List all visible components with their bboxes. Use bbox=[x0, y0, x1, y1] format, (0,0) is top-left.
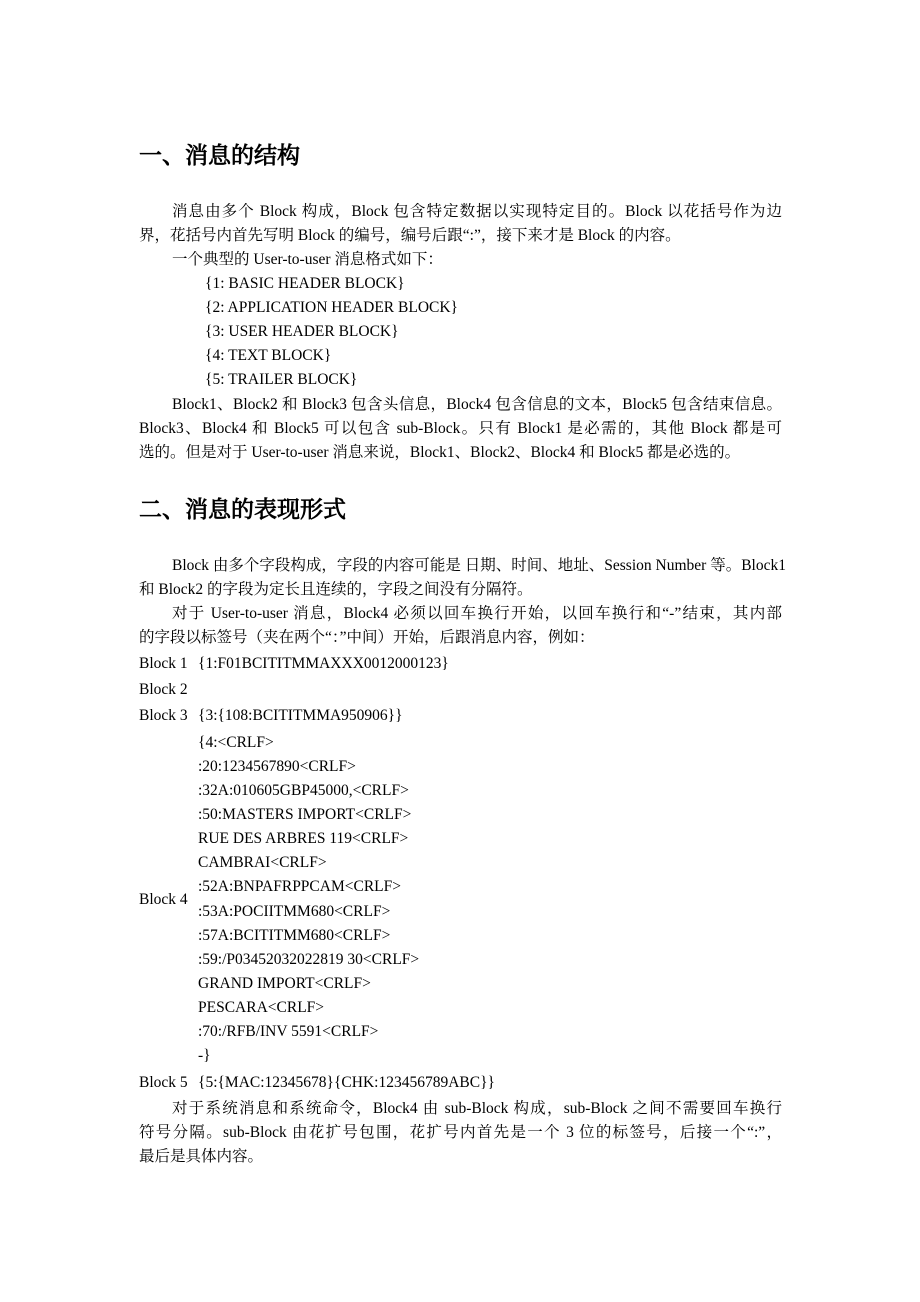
block3-value: {3:{108:BCITITMMA950906}} bbox=[198, 707, 403, 724]
section1-heading: 一、消息的结构 bbox=[139, 143, 300, 169]
block-list-item-5: {5: TRAILER BLOCK} bbox=[205, 371, 358, 388]
block4-line: -} bbox=[198, 1047, 211, 1064]
block2-label: Block 2 bbox=[139, 681, 188, 698]
section2-paragraph3-line2: 符号分隔。sub-Block 由花扩号包围，花扩号内首先是一个 3 位的标签号，后接一个“:”， bbox=[139, 1124, 782, 1141]
block1-value: {1:F01BCITITMMAXXX0012000123} bbox=[198, 655, 449, 672]
block3-label: Block 3 bbox=[139, 707, 188, 724]
block4-line: :50:MASTERS IMPORT<CRLF> bbox=[198, 806, 412, 823]
block4-line: RUE DES ARBRES 119<CRLF> bbox=[198, 830, 409, 847]
block1-label: Block 1 bbox=[139, 655, 188, 672]
section1-paragraph3-line3: 选的。但是对于 User-to-user 消息来说，Block1、Block2、Block4 和 Block5 都是必选的。 bbox=[139, 444, 741, 461]
block-list-item-3: {3: USER HEADER BLOCK} bbox=[205, 323, 399, 340]
section2-heading: 二、消息的表现形式 bbox=[139, 497, 346, 523]
section2-paragraph2-line1: 对于 User-to-user 消息，Block4 必须以回车换行开始，以回车换行和“-”结束，其内部 bbox=[172, 605, 782, 622]
block4-line: :70:/RFB/INV 5591<CRLF> bbox=[198, 1023, 379, 1040]
block5-label: Block 5 bbox=[139, 1074, 188, 1091]
section1-paragraph3-line1: Block1、Block2 和 Block3 包含头信息，Block4 包含信息的文本，Block5 包含结束信息。 bbox=[172, 396, 782, 413]
block5-value: {5:{MAC:12345678}{CHK:123456789ABC}} bbox=[198, 1074, 495, 1091]
block4-line: :32A:010605GBP45000,<CRLF> bbox=[198, 782, 409, 799]
block4-label: Block 4 bbox=[139, 891, 188, 908]
section2-paragraph1-line1: Block 由多个字段构成，字段的内容可能是 日期、时间、地址、Session Number 等。Block1 bbox=[172, 557, 786, 574]
block4-line: :20:1234567890<CRLF> bbox=[198, 758, 356, 775]
section2-paragraph3-line1: 对于系统消息和系统命令，Block4 由 sub-Block 构成，sub-Block 之间不需要回车换行 bbox=[172, 1100, 782, 1117]
section1-paragraph2: 一个典型的 User-to-user 消息格式如下： bbox=[172, 251, 443, 268]
block4-line: {4:<CRLF> bbox=[198, 734, 274, 751]
block4-line: :57A:BCITITMM680<CRLF> bbox=[198, 927, 391, 944]
section2-paragraph2-line2: 的字段以标签号（夹在两个“：”中间）开始，后跟消息内容，例如： bbox=[139, 629, 595, 646]
block4-line: CAMBRAI<CRLF> bbox=[198, 854, 327, 871]
block4-line: GRAND IMPORT<CRLF> bbox=[198, 975, 371, 992]
block4-line: :52A:BNPAFRPPCAM<CRLF> bbox=[198, 878, 401, 895]
block-list-item-1: {1: BASIC HEADER BLOCK} bbox=[205, 275, 405, 292]
section1-paragraph3-line2: Block3、Block4 和 Block5 可以包含 sub-Block。只有 Block1 是必需的，其他 Block 都是可 bbox=[139, 420, 782, 437]
block-list-item-4: {4: TEXT BLOCK} bbox=[205, 347, 332, 364]
section2-paragraph1-line2: 和 Block2 的字段为定长且连续的，字段之间没有分隔符。 bbox=[139, 581, 533, 598]
section2-paragraph3-line3: 最后是具体内容。 bbox=[139, 1148, 264, 1165]
block4-line: PESCARA<CRLF> bbox=[198, 999, 325, 1016]
block4-line: :53A:POCIITMM680<CRLF> bbox=[198, 903, 391, 920]
block-list-item-2: {2: APPLICATION HEADER BLOCK} bbox=[205, 299, 458, 316]
section1-paragraph1-line1: 消息由多个 Block 构成，Block 包含特定数据以实现特定目的。Block 以花括号作为边 bbox=[172, 203, 782, 220]
block4-line: :59:/P03452032022819 30<CRLF> bbox=[198, 951, 420, 968]
section1-paragraph1-line2: 界，花括号内首先写明 Block 的编号，编号后跟“:”，接下来才是 Block 的内容。 bbox=[139, 227, 681, 244]
